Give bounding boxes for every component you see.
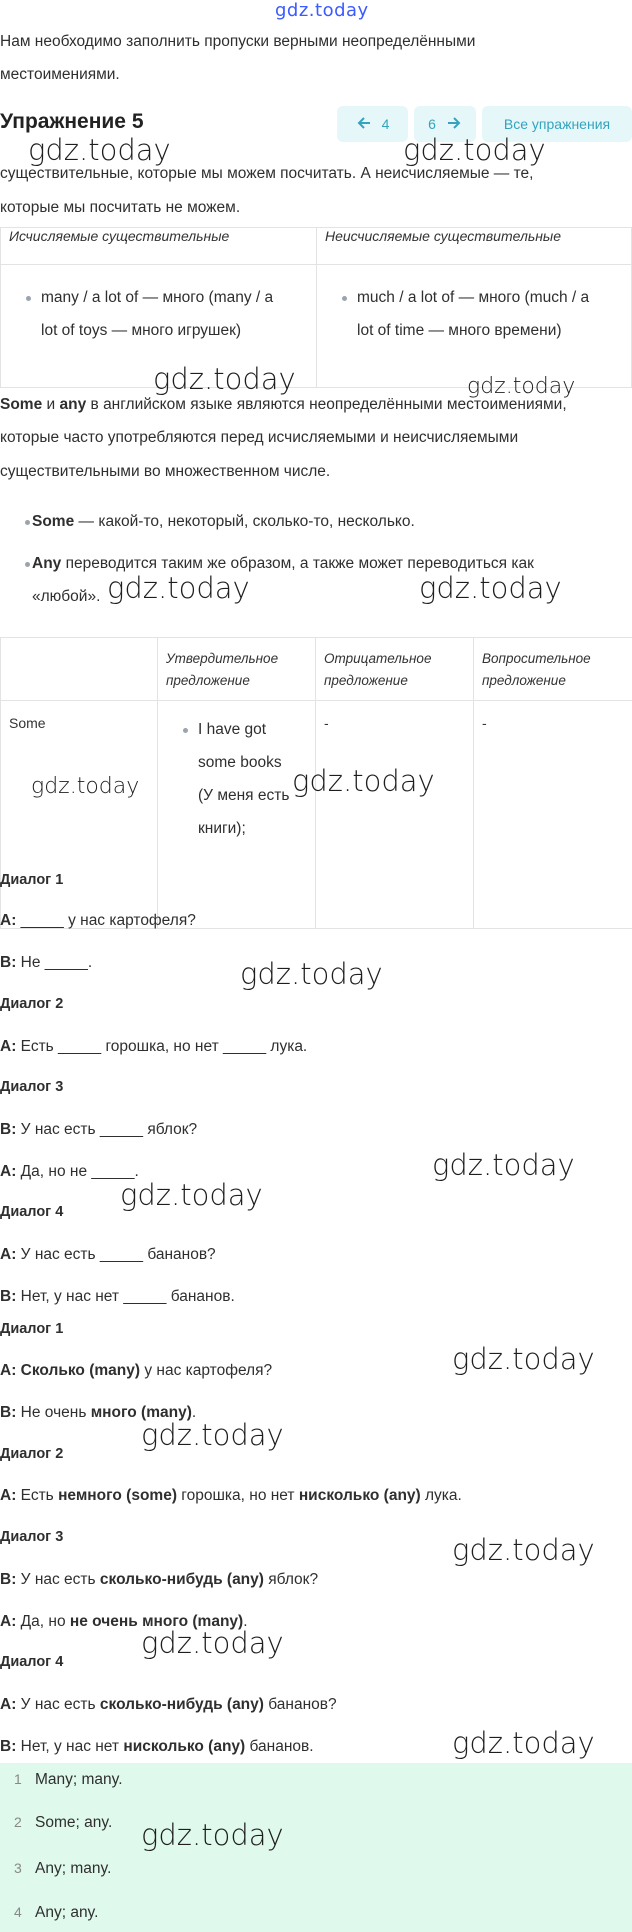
task-dialog-2-title: Диалог 2	[0, 996, 64, 1012]
watermark: gdz.today	[452, 1533, 595, 1567]
exercise-title: Упражнение 5	[0, 110, 144, 133]
uncountable-example: much / a lot of — много (much / a lot of time — много времени)	[317, 281, 631, 347]
solution-dialog-4-line-2: B: Нет, у нас нет нисколько (any) бананов.	[0, 1738, 314, 1755]
watermark: gdz.today	[31, 774, 140, 799]
watermark: gdz.today	[28, 133, 171, 167]
countable-header: Исчисляемые существительные	[1, 228, 317, 265]
usage-header-negative: Отрицательное предложение	[316, 638, 474, 701]
some-any-line-1: Some и any в английском языке являются неопределёнными местоимениями,	[0, 396, 567, 413]
watermark: gdz.today	[141, 1626, 284, 1660]
watermark: gdz.today	[141, 1818, 284, 1852]
answer-item-2: 2 Some; any.	[14, 1814, 113, 1831]
task-dialog-1-line-1: A: _____ у нас картофеля?	[0, 912, 196, 929]
solution-dialog-3-line-2: A: Да, но не очень много (many).	[0, 1613, 248, 1630]
next-exercise-label: 6	[428, 116, 436, 132]
some-bullet: Some — какой-то, некоторый, сколько-то, несколько.	[0, 505, 632, 538]
solution-dialog-2-line-1: A: Есть немного (some) горошка, но нет нисколько (any) лука.	[0, 1487, 462, 1504]
watermark: gdz.today	[240, 957, 383, 991]
watermark: gdz.today	[467, 374, 576, 399]
prev-exercise-label: 4	[381, 116, 390, 132]
solution-dialog-1-line-2: B: Не очень много (many).	[0, 1404, 197, 1421]
all-exercises-button[interactable]: Все упражнения	[482, 106, 632, 142]
prev-exercise-button[interactable]	[337, 106, 408, 142]
task-dialog-1-title: Диалог 1	[0, 872, 64, 888]
task-dialog-1-line-2: B: Не _____.	[0, 954, 93, 971]
watermark: gdz.today	[452, 1342, 595, 1376]
task-dialog-4-title: Диалог 4	[0, 1204, 64, 1220]
usage-example: I have got some books (У меня есть книги);	[158, 713, 315, 845]
solution-dialog-3-line-1: B: У нас есть сколько-нибудь (any) яблок?	[0, 1571, 319, 1588]
answer-item-1: 1 Many; many.	[14, 1771, 123, 1788]
usage-header-question: Вопросительное предложение	[474, 638, 632, 701]
site-logo[interactable]: gdz.today	[275, 0, 369, 21]
usage-negative-cell: -	[316, 701, 474, 929]
solution-dialog-1-line-1: A: Сколько (many) у нас картофеля?	[0, 1362, 273, 1379]
intro-line-2: местоимениями.	[0, 66, 120, 83]
some-any-line-3: существительными во множественном числе.	[0, 463, 331, 480]
any-bullet: Any переводится таким же образом, а также может переводиться как «любой».	[0, 547, 632, 613]
watermark: gdz.today	[452, 1726, 595, 1760]
solution-dialog-3-title: Диалог 3	[0, 1529, 64, 1545]
arrow-right-icon	[446, 116, 462, 133]
solution-dialog-4-title: Диалог 4	[0, 1654, 64, 1670]
watermark: gdz.today	[292, 764, 435, 798]
rule-line-2: которые мы посчитать не можем.	[0, 199, 241, 216]
uncountable-header: Неисчисляемые существительные	[317, 228, 632, 265]
watermark: gdz.today	[141, 1418, 284, 1452]
watermark: gdz.today	[153, 362, 296, 396]
watermark: gdz.today	[107, 571, 250, 605]
task-dialog-3-title: Диалог 3	[0, 1079, 64, 1095]
answer-item-4: 4 Any; any.	[14, 1904, 99, 1921]
solution-dialog-4-line-1: A: У нас есть сколько-нибудь (any) бананов?	[0, 1696, 337, 1713]
intro-line-1: Нам необходимо заполнить пропуски верными неопределёнными	[0, 33, 476, 50]
task-dialog-4-line-1: A: У нас есть _____ бананов?	[0, 1246, 216, 1263]
task-dialog-3-line-1: B: У нас есть _____ яблок?	[0, 1121, 198, 1138]
arrow-left-icon	[356, 116, 372, 133]
countable-example: many / a lot of — много (many / a lot of toys — много игрушек)	[1, 281, 316, 347]
watermark: gdz.today	[419, 571, 562, 605]
task-dialog-4-line-2: B: Нет, у нас нет _____ бананов.	[0, 1288, 235, 1305]
watermark: gdz.today	[120, 1178, 263, 1212]
task-dialog-2-line-1: A: Есть _____ горошка, но нет _____ лука.	[0, 1038, 308, 1055]
uncountable-cell	[317, 265, 632, 388]
rule-line-1: существительные, которые мы можем посчитать. А неисчисляемые — те,	[0, 165, 534, 182]
solution-dialog-2-title: Диалог 2	[0, 1446, 64, 1462]
watermark: gdz.today	[403, 133, 546, 167]
usage-header-affirmative: Утвердительное предложение	[158, 638, 316, 701]
usage-question-cell: -	[474, 701, 632, 929]
answer-list	[0, 1763, 632, 1932]
answer-item-3: 3 Any; many.	[14, 1860, 112, 1877]
some-any-line-2: которые часто употребляются перед исчисляемыми и неисчисляемыми	[0, 429, 519, 446]
countable-table	[0, 227, 632, 388]
usage-header-empty	[1, 638, 158, 701]
usage-row-label: Some	[1, 701, 158, 929]
solution-dialog-1-title: Диалог 1	[0, 1321, 64, 1337]
watermark: gdz.today	[432, 1148, 575, 1182]
task-dialog-3-line-2: A: Да, но не _____.	[0, 1163, 139, 1180]
